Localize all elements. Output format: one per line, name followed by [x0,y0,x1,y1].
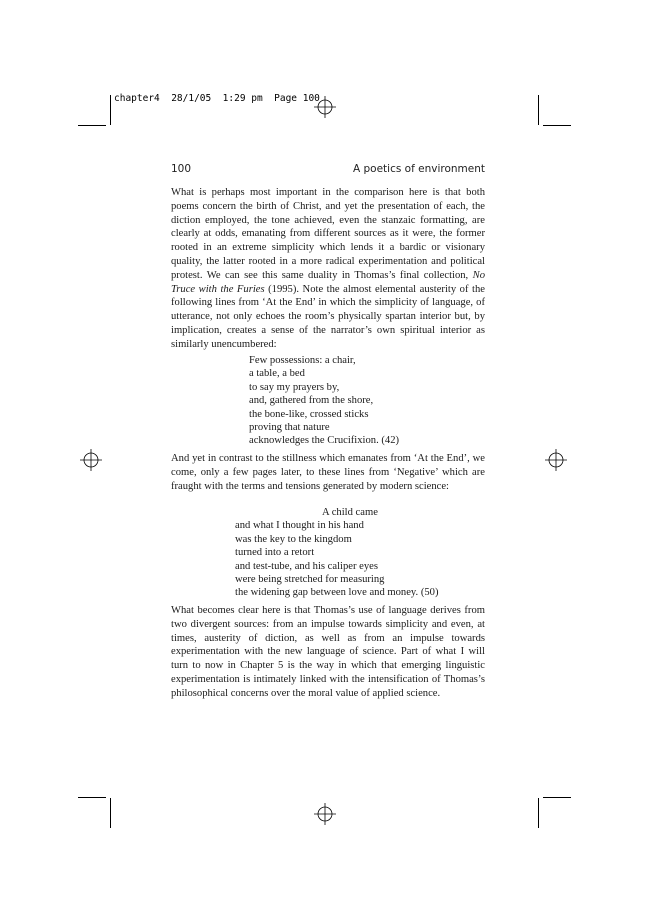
book-title: No Truce with the Furies [171,269,485,295]
registration-mark-icon [314,803,336,825]
running-title: A poetics of environment [352,163,485,175]
crop-mark [78,797,106,798]
verse-line: were being stretched for measuring [235,574,385,586]
crop-mark [538,798,539,828]
printer-slug: chapter4 28/1/05 1:29 pm Page 100 [114,93,320,104]
verse-line: and, gathered from the shore, [249,395,374,407]
verse-line: turned into a retort [235,547,315,559]
crop-mark [538,95,539,125]
verse-line: a table, a bed [249,368,305,380]
paragraph-1 [171,186,485,352]
verse-line: the widening gap between love and money. (50) [235,587,439,599]
verse-line: proving that nature [249,422,330,434]
crop-mark [543,125,571,126]
paragraph-3: What becomes clear here is that Thomas’s use of language derives from two divergent sources: from an impulse towards simplicity and even, at times, austerity of diction, as well as from an impulse towards experimentation with the new language of science. Part of what I will turn to now in Chapter 5 is the way in which that emerging linguistic experimentation is intimately linked with the intensification of Thomas’s philosophical concerns over the moral value of applied science. [171,605,485,699]
verse-line: to say my prayers by, [249,381,340,393]
paragraph-1-text-a: What is perhaps most important in the comparison here is that both poems concern the birth of Christ, and yet the presentation of each, the diction employed, the tone achieved, even the stanzaic formatting, are clearly at odds, emanating from different sources as it were, the former rooted in an extreme simplicity which lends it a bardic or visionary quality, the latter rooted in a more radical experimentation and political protest. We can see this same duality in Thomas’s final collection, [171,187,485,281]
registration-mark-icon [545,449,567,471]
verse-line: was the key to the kingdom [235,533,352,545]
crop-mark [78,125,106,126]
verse-line: Few possessions: a chair, [249,355,356,366]
verse-line: A child came [322,507,378,518]
crop-mark [543,797,571,798]
verse-line: the bone-like, crossed sticks [249,408,369,420]
verse-line: and what I thought in his hand [235,520,364,532]
block-quote-at-the-end [249,354,399,448]
page-number: 100 [171,163,192,175]
crop-mark [110,798,111,828]
paragraph-2: And yet in contrast to the stillness which emanates from ‘At the End’, we come, only a few pages later, to these lines from ‘Negative’ which are fraught with the terms and tensions generated by modern science: [171,453,485,492]
crop-mark [110,95,111,125]
paragraph-1-text-b: (1995). Note the almost elemental austerity of the following lines from ‘At the End’ in which the simplicity of language, of utterance, not only echoes the room’s physically spartan interior but, by implication, creates a sense of the narrator’s own spiritual interior as similarly unencumbered: [171,283,485,350]
registration-mark-icon [80,449,102,471]
block-quote-negative [235,506,438,600]
verse-line: and test-tube, and his caliper eyes [235,560,378,572]
verse-line: acknowledges the Crucifixion. (42) [249,435,400,447]
